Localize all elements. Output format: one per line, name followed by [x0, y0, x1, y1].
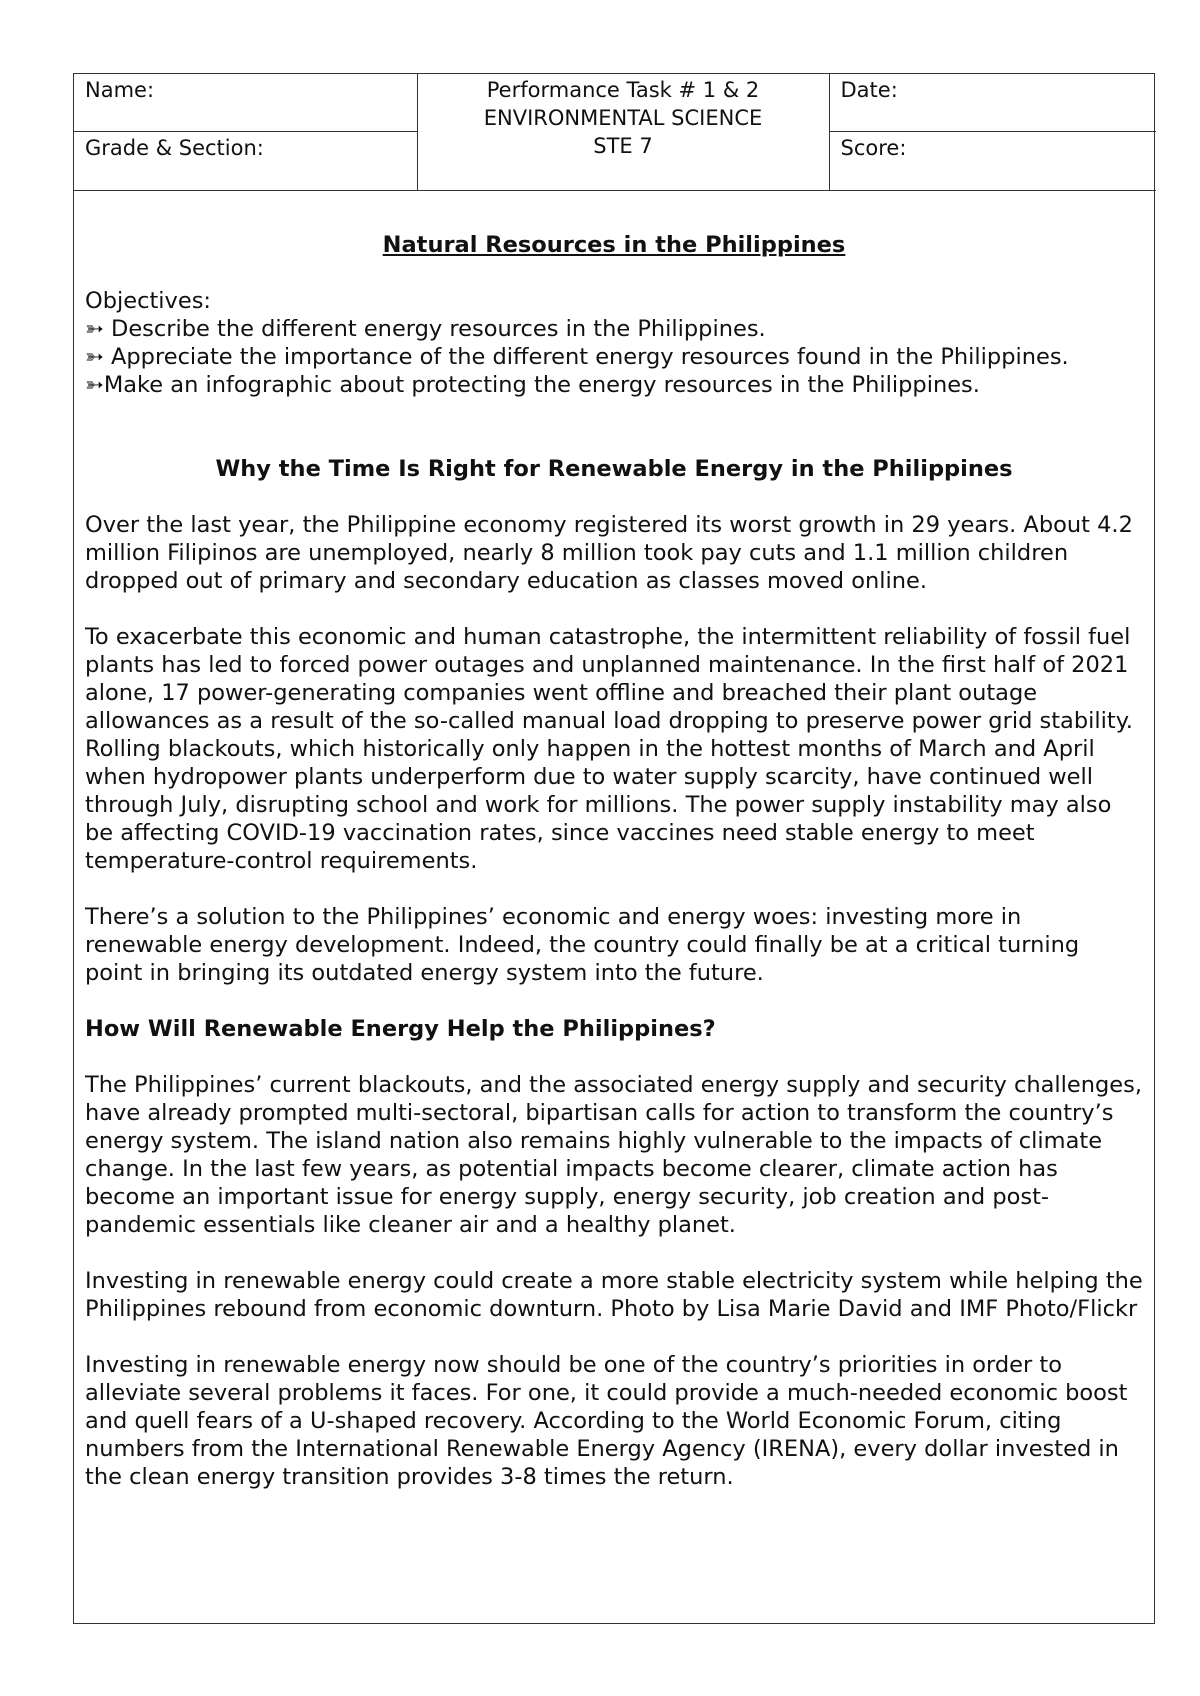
name-label: Name: — [85, 78, 155, 102]
arrow-bullet-icon: ➳ — [85, 344, 104, 370]
paragraph-1: Over the last year, the Philippine economy registered its worst growth in 29 years. About 4.2 million Filipinos are unemployed, nearly 8 million took pay cuts and 1.1 million children dropped out of primary and secondary education as classes moved online. — [85, 512, 1133, 594]
paragraph-6: Investing in renewable energy now should be one of the country’s priorities in order to alleviate several problems it faces. For one, it could provide a much-needed economic boost and quell fears of a U-shaped recovery. According to the World Economic Forum, citing numbers from the International Renewable Energy Agency (IRENA), every dollar invested in the clean energy transition provides 3-8 times the return. — [85, 1352, 1128, 1490]
spacer — [85, 427, 1143, 455]
spacer — [85, 875, 1143, 903]
task-info — [417, 74, 829, 191]
objective-item-2 — [85, 343, 1143, 371]
objectives-heading: Objectives: — [85, 288, 211, 314]
task-line-3: STE 7 — [593, 134, 653, 158]
date-field — [829, 74, 1156, 132]
article-title: Why the Time Is Right for Renewable Energy in the Philippines — [215, 456, 1013, 482]
date-label: Date: — [840, 78, 898, 102]
section-heading: How Will Renewable Energy Help the Philippines? — [85, 1016, 716, 1042]
spacer — [85, 1239, 1143, 1267]
spacer — [85, 1323, 1143, 1351]
objective-item-1 — [85, 315, 1143, 343]
score-field — [829, 132, 1156, 191]
header-table — [74, 74, 1156, 191]
score-label: Score: — [840, 136, 907, 160]
objective-text: Make an infographic about protecting the energy resources in the Philippines. — [103, 372, 980, 398]
objective-text: Describe the different energy resources in the Philippines. — [103, 316, 766, 342]
arrow-bullet-icon: ➳ — [85, 316, 104, 342]
name-field — [74, 74, 417, 132]
task-line-2: ENVIRONMENTAL SCIENCE — [483, 106, 763, 130]
paragraph-2: To exacerbate this economic and human catastrophe, the intermittent reliability of fossil fuel plants has led to forced power outages and unplanned maintenance. In the first half of 2021 alone, 17 power-generating companies went offline and breached their plant outage allowances as a result of the so-called manual load dropping to preserve power grid stability. Rolling blackouts, which historically only happen in the hottest months of March and April when hydropower plants underperform due to water supply scarcity, have continued well through July, disrupting school and work for millions. The power supply instability may also be affecting COVID-19 vaccination rates, since vaccines need stable energy to meet temperature-control requirements. — [85, 624, 1133, 874]
objective-item-3 — [85, 371, 1143, 399]
grade-section-field — [74, 132, 417, 191]
spacer — [85, 1043, 1143, 1071]
spacer — [85, 987, 1143, 1015]
spacer — [85, 483, 1143, 511]
worksheet-content — [85, 199, 1143, 1491]
grade-section-label: Grade & Section: — [85, 136, 264, 160]
paragraph-5: Investing in renewable energy could create a more stable electricity system while helping the Philippines rebound from economic downturn. Photo by Lisa Marie David and IMF Photo/Flickr — [85, 1268, 1143, 1322]
objective-text: Appreciate the importance of the different energy resources found in the Philippines. — [103, 344, 1069, 370]
arrow-bullet-icon: ➳ — [85, 372, 104, 398]
task-line-1: Performance Task # 1 & 2 — [486, 78, 760, 102]
paragraph-4: The Philippines’ current blackouts, and the associated energy supply and security challenges, have already prompted multi-sectoral, bipartisan calls for action to transform the country’s energy system. The island nation also remains highly vulnerable to the impacts of climate change. In the last few years, as potential impacts become clearer, climate action has become an important issue for energy supply, energy security, job creation and post-pandemic essentials like cleaner air and a healthy planet. — [85, 1072, 1143, 1238]
paragraph-3: There’s a solution to the Philippines’ economic and energy woes: investing more in renewable energy development. Indeed, the country could finally be at a critical turning point in bringing its outdated energy system into the future. — [85, 904, 1080, 986]
spacer — [85, 399, 1143, 427]
spacer — [85, 595, 1143, 623]
worksheet-frame — [73, 73, 1155, 1624]
main-title: Natural Resources in the Philippines — [382, 232, 846, 258]
